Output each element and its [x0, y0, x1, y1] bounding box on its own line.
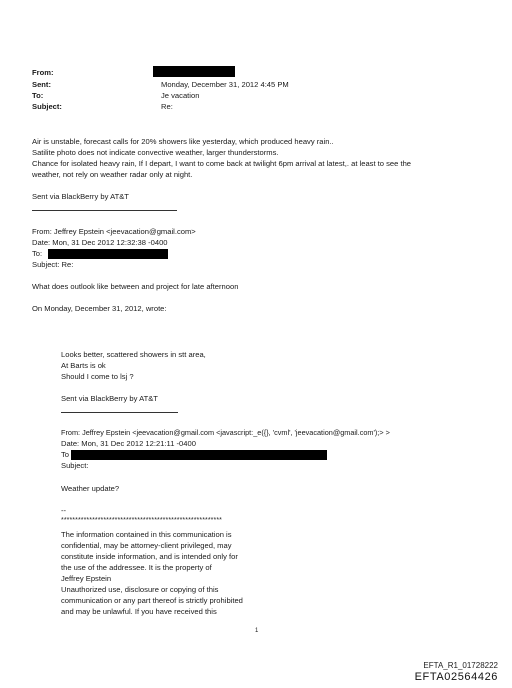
quoted-subject: Subject: Re: [32, 260, 74, 269]
disclaimer-line: Unauthorized use, disclosure or copying of this [61, 585, 219, 594]
page-number: 1 [255, 628, 259, 634]
disclaimer-line: Jeffrey Epstein [61, 574, 112, 583]
quoted-wrote: On Monday, December 31, 2012, wrote: [32, 304, 167, 313]
quoted-subject: Subject: [61, 461, 89, 470]
signature-divider [32, 210, 177, 211]
quoted-line: At Barts is ok [61, 361, 106, 370]
quoted-to: To [61, 450, 70, 459]
redacted-from [153, 66, 235, 77]
disclaimer-line: The information contained in this communication is [61, 530, 232, 539]
separator-dashes: -- [61, 506, 67, 515]
quoted-divider [61, 412, 178, 413]
quoted-to: To: [32, 249, 43, 258]
quoted-from: From: Jeffrey Epstein <jeevacation@gmail.com <javascript:_e({}, 'cvml', 'jeevacation@gmail.com');> > [61, 428, 390, 437]
separator-stars: ********************************************************* [61, 517, 222, 524]
quoted-date: Date: Mon, 31 Dec 2012 12:32:38 -0400 [32, 238, 168, 247]
disclaimer-line: communication or any part thereof is strictly prohibited [61, 596, 243, 605]
quoted-date: Date: Mon, 31 Dec 2012 12:21:11 -0400 [61, 439, 196, 448]
quoted-message: Weather update? [61, 484, 120, 493]
quoted-line: Looks better, scattered showers in stt area, [61, 350, 206, 359]
redacted-to [48, 249, 168, 259]
signature: Sent via BlackBerry by AT&T [32, 192, 129, 201]
bates-number-large: EFTA02564426 [414, 671, 498, 683]
body-line: Air is unstable, forecast calls for 20% showers like yesterday, which produced heavy rain.. [32, 137, 334, 146]
disclaimer-line: confidential, may be attorney-client privileged, may [61, 541, 232, 550]
to-label: To: [32, 91, 44, 100]
body-line: Satilite photo does not indicate convective weather, larger thunderstorms. [32, 148, 279, 157]
body-line: Chance for isolated heavy rain, If I depart, I want to come back at twilight 6pm arrival at latest,. at least to see the [32, 159, 412, 168]
sent-label: Sent: [32, 80, 51, 89]
bates-number-small: EFTA_R1_01728222 [423, 661, 498, 670]
subject-value: Re: [161, 102, 173, 111]
quoted-line: Should I come to lsj ? [61, 372, 134, 381]
quoted-from: From: Jeffrey Epstein <jeevacation@gmail.com> [32, 227, 196, 236]
disclaimer-line: the use of the addressee. It is the property of [61, 563, 212, 572]
disclaimer-line: and may be unlawful. If you have received this [61, 607, 217, 616]
redacted-to [71, 450, 327, 460]
quoted-message: What does outlook like between and project for late afternoon [32, 282, 239, 291]
quoted-signature: Sent via BlackBerry by AT&T [61, 394, 158, 403]
subject-label: Subject: [32, 102, 62, 111]
sent-value: Monday, December 31, 2012 4:45 PM [161, 80, 289, 89]
body-line: weather, not rely on weather radar only at night. [32, 170, 193, 179]
to-value: Je vacation [161, 91, 200, 100]
disclaimer-line: constitute inside information, and is intended only for [61, 552, 238, 561]
from-label: From: [32, 68, 54, 77]
